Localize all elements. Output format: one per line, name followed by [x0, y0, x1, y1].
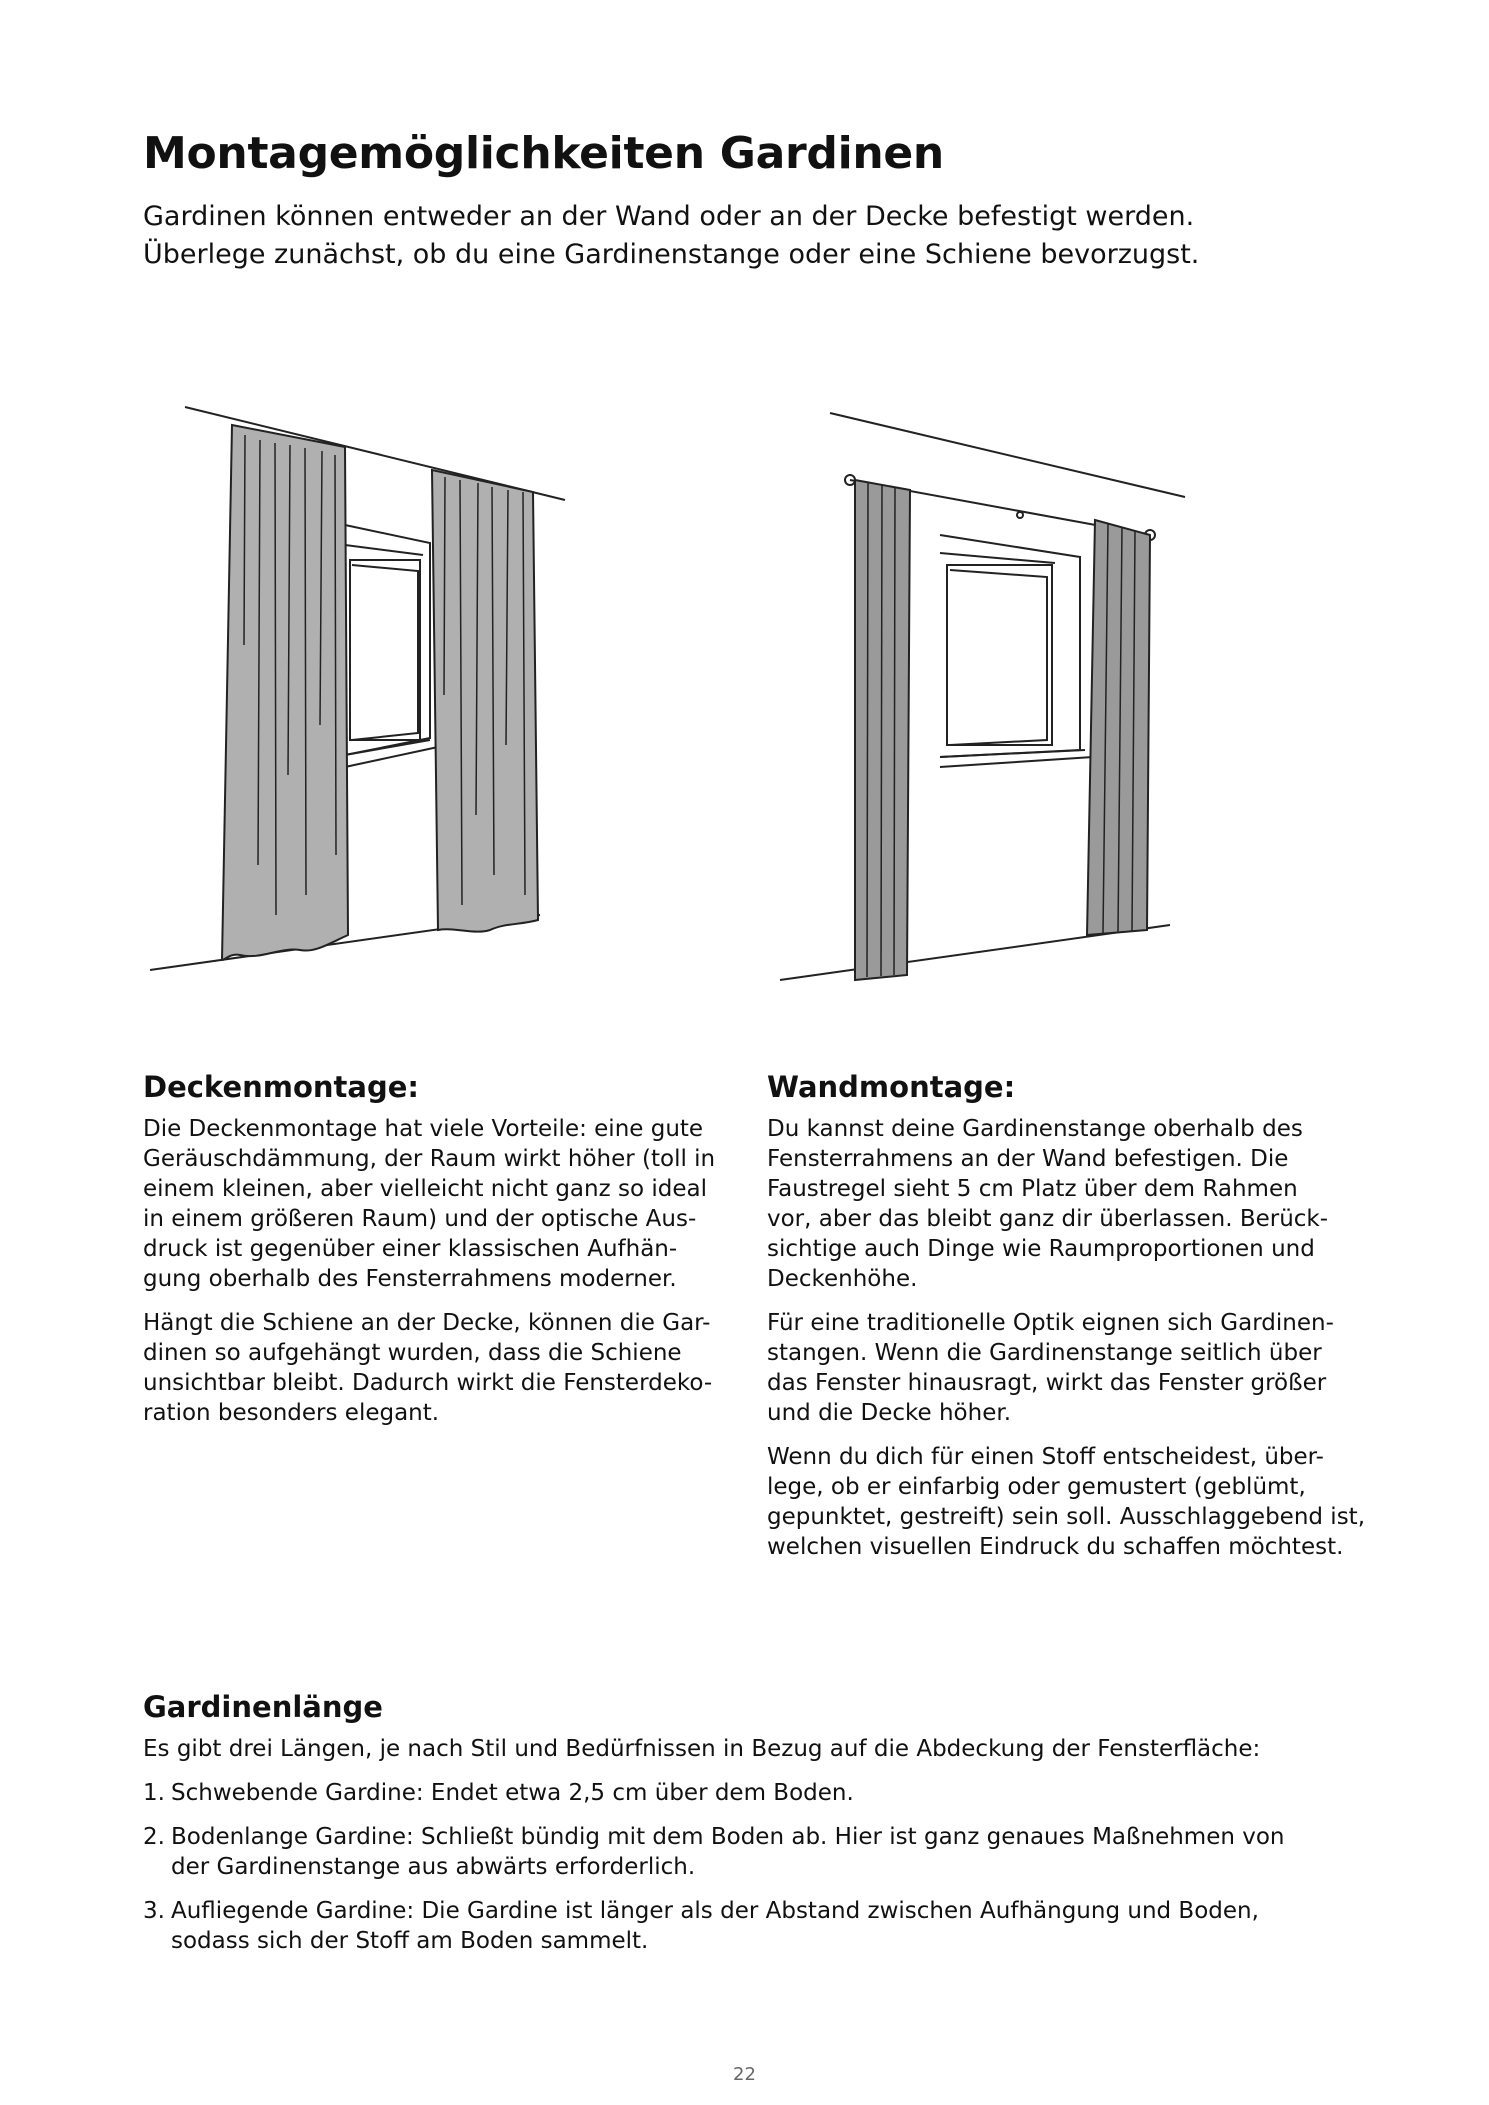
- text-line: gung oberhalb des Fensterrahmens moderner.: [143, 1266, 677, 1292]
- curtain-length-intro: Es gibt drei Längen, je nach Stil und Bedürfnissen in Bezug auf die Abdeckung der Fensterfläche:: [143, 1736, 1261, 1762]
- text-line: sodass sich der Stoff am Boden sammelt.: [171, 1928, 649, 1954]
- text-line: in einem größeren Raum) und der optische Aus-: [143, 1206, 697, 1232]
- text-line: dinen so aufgehängt wurden, dass die Schiene: [143, 1340, 682, 1366]
- text-line: Bodenlange Gardine: Schließt bündig mit dem Boden ab. Hier ist ganz genaues Maßnehmen von: [171, 1824, 1285, 1850]
- text-line: stangen. Wenn die Gardinenstange seitlich über: [767, 1340, 1322, 1366]
- text-line: ration besonders elegant.: [143, 1400, 440, 1426]
- right-curtain: [432, 470, 538, 932]
- left-curtain: [222, 425, 348, 960]
- ceiling-mount-paragraph-1: [143, 1114, 743, 1294]
- ceiling-mount-illustration: [140, 395, 580, 995]
- list-item: [143, 1778, 1393, 1808]
- list-text: [171, 1896, 1259, 1956]
- curtain-length-section: [143, 1690, 1393, 1970]
- text-line: Schwebende Gardine: Endet etwa 2,5 cm über dem Boden.: [171, 1780, 854, 1806]
- wall-mount-paragraph-2: [767, 1308, 1387, 1428]
- ceiling-mount-paragraph-2: [143, 1308, 743, 1428]
- wall-mount-section: [767, 1070, 1387, 1576]
- text-line: unsichtbar bleibt. Dadurch wirkt die Fensterdeko-: [143, 1370, 713, 1396]
- text-line: sichtige auch Dinge wie Raumproportionen und: [767, 1236, 1315, 1262]
- curtain-length-list: [143, 1778, 1393, 1956]
- text-line: Die Deckenmontage hat viele Vorteile: eine gute: [143, 1116, 704, 1142]
- text-line: gepunktet, gestreift) sein soll. Ausschlaggebend ist,: [767, 1504, 1366, 1530]
- list-text: [171, 1778, 854, 1808]
- intro-text: [143, 198, 1343, 274]
- list-number: 3.: [143, 1898, 165, 1924]
- text-line: Faustregel sieht 5 cm Platz über dem Rahmen: [767, 1176, 1298, 1202]
- text-line: lege, ob er einfarbig oder gemustert (geblümt,: [767, 1474, 1306, 1500]
- wall-mount-paragraph-3: [767, 1442, 1387, 1562]
- page-title: Montagemöglichkeiten Gardinen: [143, 128, 944, 179]
- text-line: vor, aber das bleibt ganz dir überlassen. Berück-: [767, 1206, 1329, 1232]
- text-line: das Fenster hinausragt, wirkt das Fenster größer: [767, 1370, 1327, 1396]
- text-line: Deckenhöhe.: [767, 1266, 918, 1292]
- ceiling-mount-heading: Deckenmontage:: [143, 1070, 419, 1104]
- list-number: 1.: [143, 1780, 165, 1806]
- text-line: Wenn du dich für einen Stoff entscheidest, über-: [767, 1444, 1324, 1470]
- list-number: 2.: [143, 1824, 165, 1850]
- wall-mount-illustration: [775, 405, 1195, 995]
- list-item: [143, 1822, 1393, 1882]
- text-line: Aufliegende Gardine: Die Gardine ist länger als der Abstand zwischen Aufhängung und Boden,: [171, 1898, 1259, 1924]
- text-line: einem kleinen, aber vielleicht nicht ganz so ideal: [143, 1176, 707, 1202]
- text-line: und die Decke höher.: [767, 1400, 1012, 1426]
- list-text: [171, 1822, 1285, 1882]
- intro-line: Gardinen können entweder an der Wand oder an der Decke befestigt werden.: [143, 201, 1195, 232]
- curtain-length-heading: Gardinenlänge: [143, 1690, 383, 1724]
- text-line: der Gardinenstange aus abwärts erforderlich.: [171, 1854, 696, 1880]
- ceiling-mount-section: [143, 1070, 743, 1442]
- wall-mount-paragraph-1: [767, 1114, 1387, 1294]
- wall-mount-heading: Wandmontage:: [767, 1070, 1016, 1104]
- intro-line: Überlege zunächst, ob du eine Gardinenstange oder eine Schiene bevorzugst.: [143, 239, 1200, 270]
- text-line: Fensterrahmens an der Wand befestigen. Die: [767, 1146, 1289, 1172]
- list-item: [143, 1896, 1393, 1956]
- page-number: 22: [733, 2064, 756, 2085]
- text-line: welchen visuellen Eindruck du schaffen möchtest.: [767, 1534, 1344, 1560]
- text-line: Hängt die Schiene an der Decke, können die Gar-: [143, 1310, 711, 1336]
- text-line: Geräuschdämmung, der Raum wirkt höher (toll in: [143, 1146, 716, 1172]
- text-line: Für eine traditionelle Optik eignen sich Gardinen-: [767, 1310, 1334, 1336]
- text-line: Du kannst deine Gardinenstange oberhalb des: [767, 1116, 1303, 1142]
- text-line: druck ist gegenüber einer klassischen Aufhän-: [143, 1236, 678, 1262]
